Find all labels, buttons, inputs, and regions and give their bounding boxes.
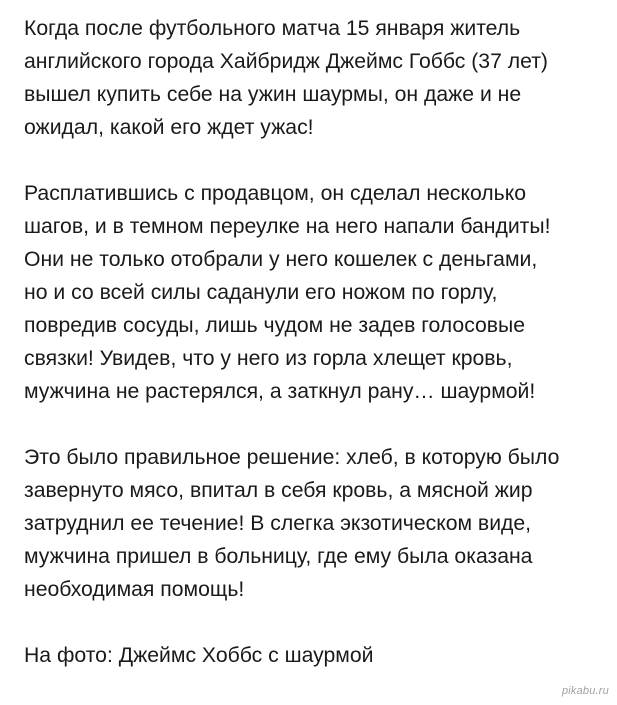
text-line: завернуто мясо, впитал в себя кровь, а мясной жир bbox=[24, 479, 533, 502]
photo-caption bbox=[24, 639, 609, 672]
text-line: связки! Увидев, что у него из горла хлещет кровь, bbox=[24, 347, 513, 370]
text-line: мужчина не растерялся, а заткнул рану… шаурмой! bbox=[24, 380, 536, 403]
paragraph-3 bbox=[24, 441, 609, 606]
text-line: ожидал, какой его ждет ужас! bbox=[24, 116, 314, 139]
text-line: английского города Хайбридж Джеймс Гоббс (37 лет) bbox=[24, 50, 548, 73]
text-line: Расплатившись с продавцом, он сделал несколько bbox=[24, 182, 526, 205]
article-text bbox=[24, 12, 609, 705]
text-line: Это было правильное решение: хлеб, в которую было bbox=[24, 446, 560, 469]
text-line: На фото: Джеймс Хоббс с шаурмой bbox=[24, 644, 374, 667]
text-line: Когда после футбольного матча 15 января житель bbox=[24, 17, 521, 40]
text-line: затруднил ее течение! В слегка экзотическом виде, bbox=[24, 512, 532, 535]
paragraph-1 bbox=[24, 12, 609, 144]
paragraph-2 bbox=[24, 177, 609, 408]
text-line: повредив сосуды, лишь чудом не задев голосовые bbox=[24, 314, 526, 337]
pikabu-watermark: pikabu.ru bbox=[561, 685, 609, 697]
text-line: необходимая помощь! bbox=[24, 578, 245, 601]
text-line: мужчина пришел в больницу, где ему была оказана bbox=[24, 545, 533, 568]
text-line: вышел купить себе на ужин шаурмы, он даже и не bbox=[24, 83, 522, 106]
text-line: но и со всей силы саданули его ножом по горлу, bbox=[24, 281, 498, 304]
text-line: Они не только отобрали у него кошелек с деньгами, bbox=[24, 248, 538, 271]
text-line: шагов, и в темном переулке на него напали бандиты! bbox=[24, 215, 551, 238]
